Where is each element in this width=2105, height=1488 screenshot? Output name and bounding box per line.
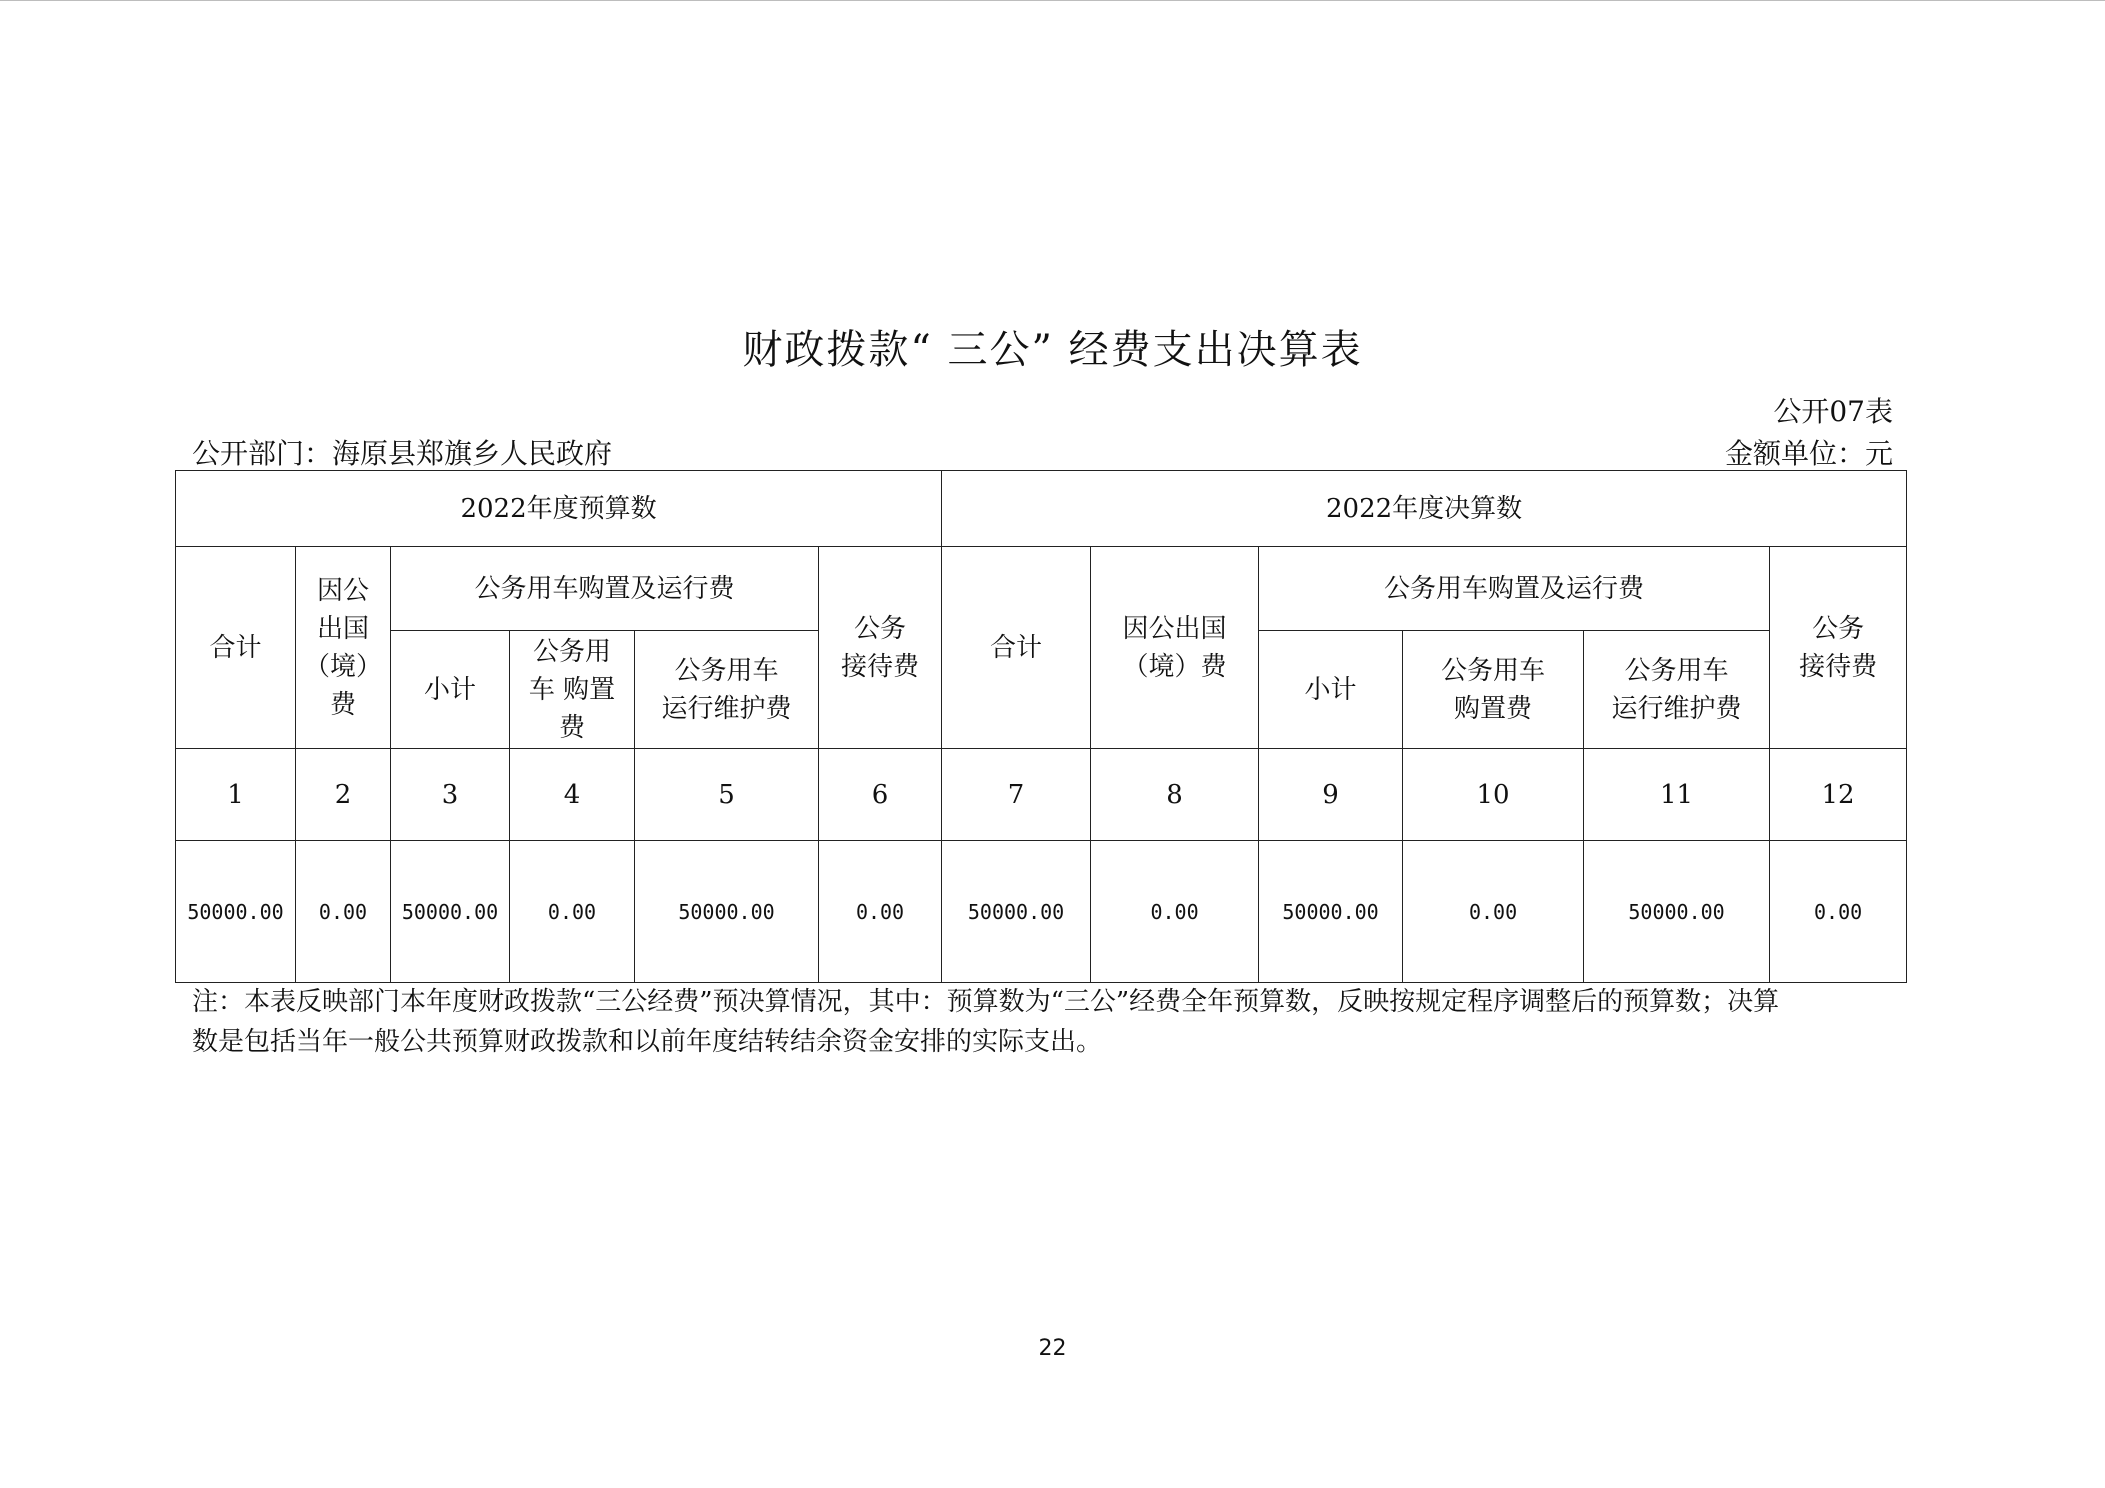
table-note [192, 982, 1914, 1062]
index-cell: 1 [176, 749, 296, 841]
budget-operation-header: 公务用车 运行维护费 [635, 631, 819, 749]
value-cell: 0.00 [1403, 841, 1584, 983]
final-abroad-header: 因公出国 （境）费 [1091, 547, 1259, 749]
index-cell: 10 [1403, 749, 1584, 841]
value-cell: 50000.00 [1584, 841, 1770, 983]
final-total-header: 合计 [942, 547, 1091, 749]
note-line: 注：本表反映部门本年度财政拨款“三公经费”预决算情况，其中：预算数为“三公”经费全年预算数，反映按规定程序调整后的预算数；决算 [192, 987, 1780, 1017]
value-cell: 50000.00 [391, 841, 510, 983]
index-cell: 7 [942, 749, 1091, 841]
value-cell: 50000.00 [1259, 841, 1403, 983]
table-row [176, 841, 1907, 983]
value-cell: 50000.00 [942, 841, 1091, 983]
final-operation-header: 公务用车 运行维护费 [1584, 631, 1770, 749]
value-cell: 50000.00 [635, 841, 819, 983]
budget-subtotal-header: 小计 [391, 631, 510, 749]
index-cell: 8 [1091, 749, 1259, 841]
index-cell: 11 [1584, 749, 1770, 841]
final-vehicle-header: 公务用车购置及运行费 [1259, 547, 1770, 631]
index-cell: 9 [1259, 749, 1403, 841]
final-subtotal-header: 小计 [1259, 631, 1403, 749]
index-cell: 3 [391, 749, 510, 841]
budget-group-header: 2022年度预算数 [176, 471, 942, 547]
value-cell: 0.00 [1770, 841, 1907, 983]
top-rule [0, 0, 2105, 1]
value-cell: 0.00 [510, 841, 635, 983]
budget-purchase-header: 公务用 车 购置 费 [510, 631, 635, 749]
budget-abroad-header: 因公 出国 （境） 费 [296, 547, 391, 749]
value-cell: 50000.00 [176, 841, 296, 983]
index-cell: 6 [819, 749, 942, 841]
index-cell: 4 [510, 749, 635, 841]
value-cell: 0.00 [819, 841, 942, 983]
department-label: 公开部门：海原县郑旗乡人民政府 [192, 437, 613, 470]
form-number: 公开07表 [1773, 395, 1893, 428]
page-title: 财政拨款“ 三公” 经费支出决算表 [742, 327, 1363, 373]
final-group-header: 2022年度决算数 [942, 471, 1907, 547]
value-cell: 0.00 [1091, 841, 1259, 983]
index-cell: 12 [1770, 749, 1907, 841]
index-cell: 2 [296, 749, 391, 841]
column-index-row [176, 749, 1907, 841]
three-public-expenditure-table [175, 470, 1907, 983]
budget-reception-header: 公务 接待费 [819, 547, 942, 749]
value-cell: 0.00 [296, 841, 391, 983]
page-number: 22 [1038, 1336, 1067, 1361]
amount-unit-label: 金额单位：元 [1724, 437, 1893, 470]
budget-total-header: 合计 [176, 547, 296, 749]
budget-vehicle-header: 公务用车购置及运行费 [391, 547, 819, 631]
note-line: 数是包括当年一般公共预算财政拨款和以前年度结转结余资金安排的实际支出。 [192, 1027, 1103, 1057]
index-cell: 5 [635, 749, 819, 841]
final-reception-header: 公务 接待费 [1770, 547, 1907, 749]
final-purchase-header: 公务用车 购置费 [1403, 631, 1584, 749]
